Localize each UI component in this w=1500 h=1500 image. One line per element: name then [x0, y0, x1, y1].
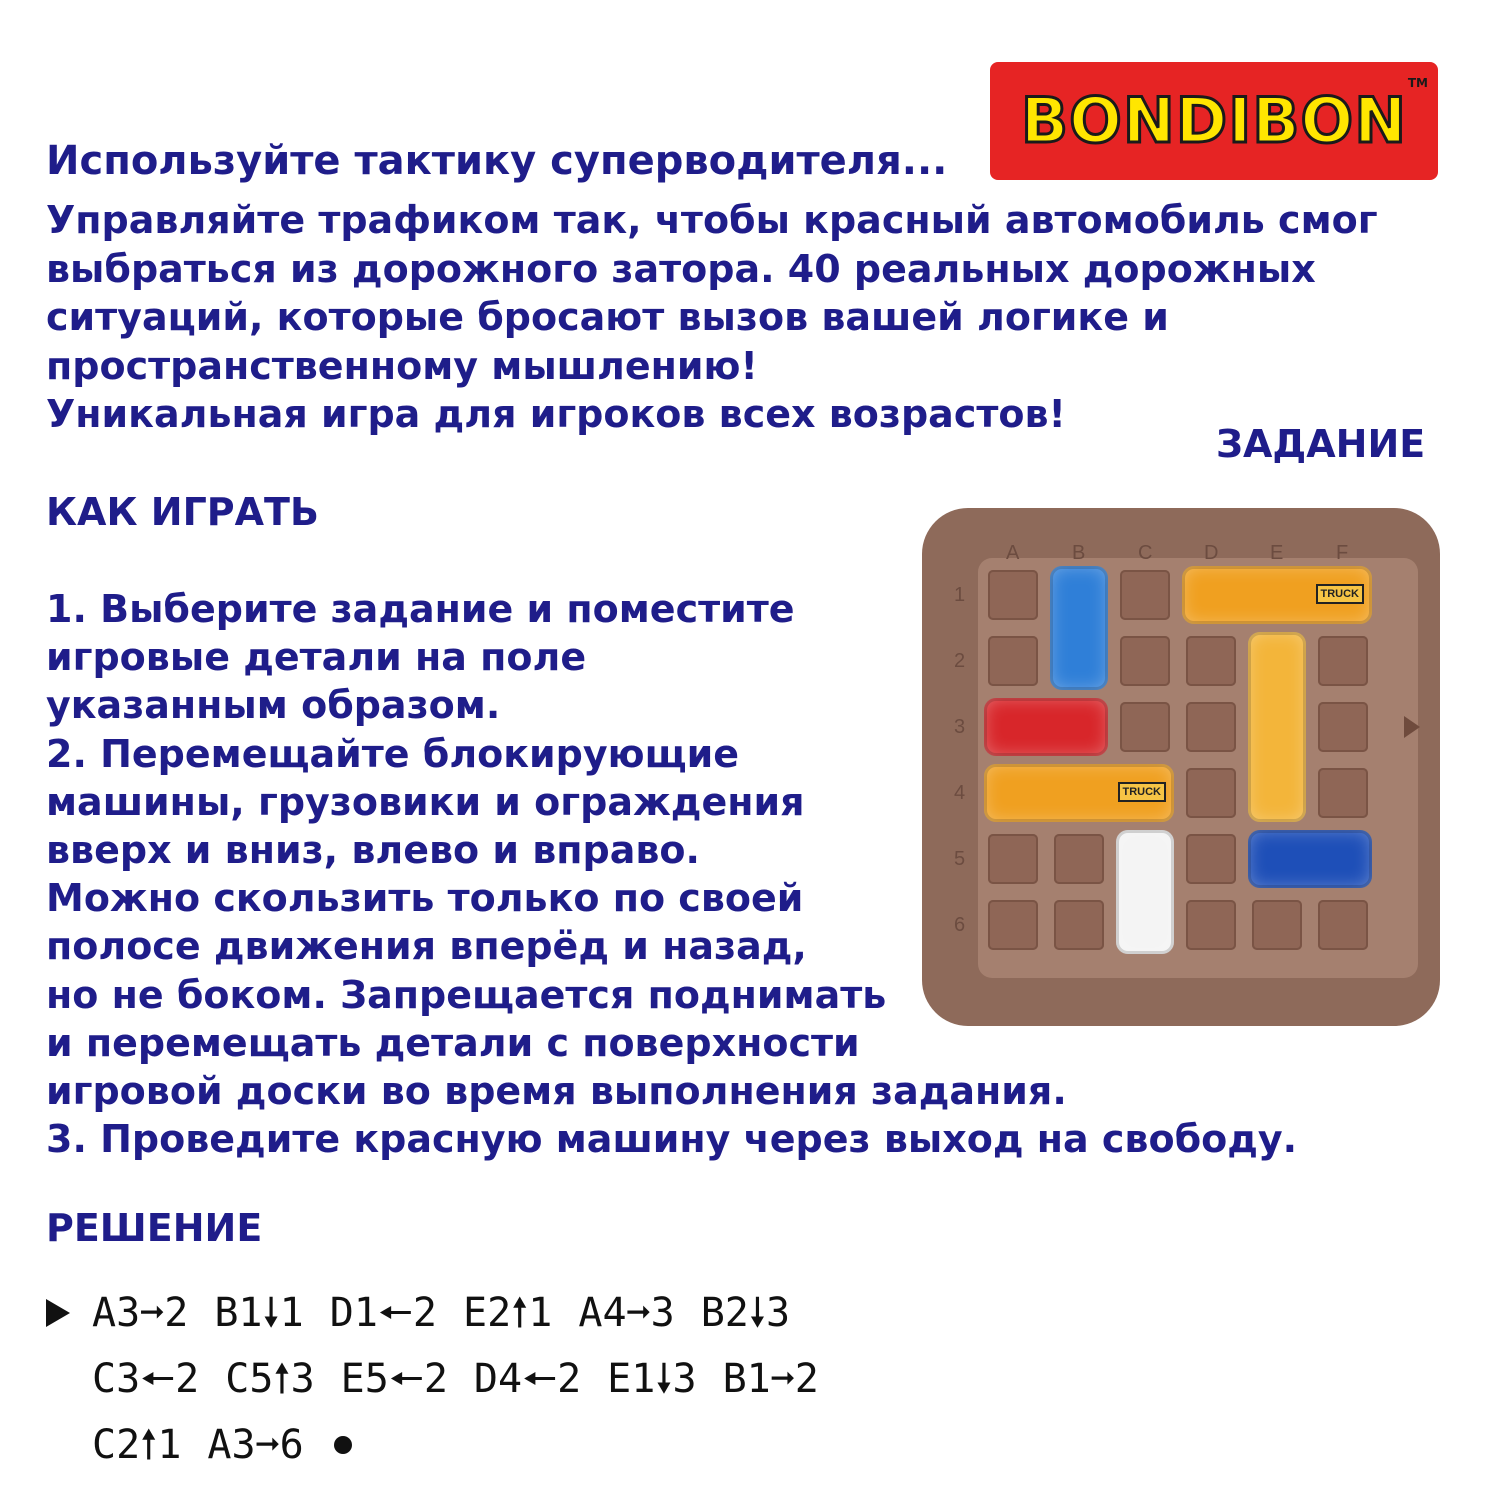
solution-move: D4🠔2: [473, 1356, 582, 1402]
intro-body: Управляйте трафиком так, чтобы красный автомобиль смог выбраться из дорожного затора. 40 реальных дорожных ситуаций, которые бросают вызов вашей логике и пространственному мышлению! Уникальная игра для игроков всех возрастов!: [46, 198, 1378, 436]
solution-move: A3➞6: [207, 1422, 304, 1468]
cell-e6: [1252, 900, 1302, 950]
column-label-c: C: [1138, 542, 1153, 564]
piece-blue-police-car[interactable]: [1050, 566, 1108, 690]
cell-c2: [1120, 636, 1170, 686]
brand-name: BONDIBON: [1020, 84, 1408, 157]
cell-f6: [1318, 900, 1368, 950]
cell-d2: [1186, 636, 1236, 686]
solution-row: [46, 1412, 845, 1478]
solution-move: A3➞2: [92, 1290, 189, 1336]
trademark-mark: TM: [1407, 76, 1428, 90]
cell-d4: [1186, 768, 1236, 818]
column-label-a: A: [1006, 542, 1020, 564]
cell-d6: [1186, 900, 1236, 950]
solution-row: [46, 1280, 845, 1346]
solution-move: B2🠗3: [700, 1290, 791, 1336]
row-label-2: 2: [954, 650, 966, 672]
cell-d5: [1186, 834, 1236, 884]
piece-yellow-barrier[interactable]: [1248, 632, 1306, 822]
solution-title: РЕШЕНИЕ: [46, 1206, 263, 1250]
row-label-4: 4: [954, 782, 966, 804]
intro-title: Используйте тактику суперводителя...: [46, 138, 948, 184]
cell-b5: [1054, 834, 1104, 884]
solution-move: D1🠔2: [329, 1290, 437, 1336]
solution-moves: [46, 1280, 845, 1478]
cell-f3: [1318, 702, 1368, 752]
column-label-f: F: [1336, 542, 1349, 564]
end-dot-icon: [334, 1436, 352, 1454]
cell-a1: [988, 570, 1038, 620]
column-label-e: E: [1270, 542, 1284, 564]
solution-move: C2🠕1: [92, 1422, 182, 1468]
cell-a2: [988, 636, 1038, 686]
row-label-3: 3: [954, 716, 966, 738]
truck-label: TRUCK: [1316, 584, 1365, 604]
how-to-play-title: КАК ИГРАТЬ: [46, 490, 319, 534]
cell-a5: [988, 834, 1038, 884]
game-board: [922, 508, 1440, 1026]
solution-row: [46, 1346, 845, 1412]
solution-move: E1🠗3: [607, 1356, 697, 1402]
solution-move: C5🠕3: [225, 1356, 315, 1402]
row-label-5: 5: [954, 848, 966, 870]
how-to-play-body: 1. Выберите задание и поместите игровые детали на поле указанным образом. 2. Перемещайте блокирующие машины, грузовики и ограждения вверх и вниз, влево и вправо. Можно скользить только по своей полосе движения вперёд и назад, но не боком. Запрещается поднимать и перемещать детали с поверхности игровой доски во время выполнения задания. 3. Проведите красную машину через выход на свободу.: [46, 587, 1298, 1162]
piece-orange-truck-bottom[interactable]: [984, 764, 1174, 822]
solution-move: A4➞3: [578, 1290, 675, 1336]
solution-move: E2🠕1: [462, 1290, 553, 1336]
cell-f2: [1318, 636, 1368, 686]
truck-label: TRUCK: [1118, 782, 1167, 802]
cell-a6: [988, 900, 1038, 950]
exit-arrow-icon: [1404, 716, 1420, 738]
cell-f4: [1318, 768, 1368, 818]
cell-b6: [1054, 900, 1104, 950]
piece-white-car[interactable]: [1116, 830, 1174, 954]
brand-logo: [990, 62, 1438, 180]
column-label-d: D: [1204, 542, 1219, 564]
solution-move: E5🠔2: [340, 1356, 448, 1402]
solution-move: C3🠔2: [92, 1356, 200, 1402]
solution-move: B1🠗1: [214, 1290, 304, 1336]
cell-c1: [1120, 570, 1170, 620]
cell-c3: [1120, 702, 1170, 752]
solution-move: B1➞2: [722, 1356, 819, 1402]
task-title: ЗАДАНИЕ: [1216, 422, 1426, 466]
piece-red-car[interactable]: [984, 698, 1108, 756]
row-label-6: 6: [954, 914, 966, 936]
column-label-b: B: [1072, 542, 1086, 564]
piece-orange-truck-top[interactable]: [1182, 566, 1372, 624]
play-icon: [46, 1299, 70, 1327]
piece-blue-sports-car[interactable]: [1248, 830, 1372, 888]
cell-d3: [1186, 702, 1236, 752]
row-label-1: 1: [954, 584, 966, 606]
